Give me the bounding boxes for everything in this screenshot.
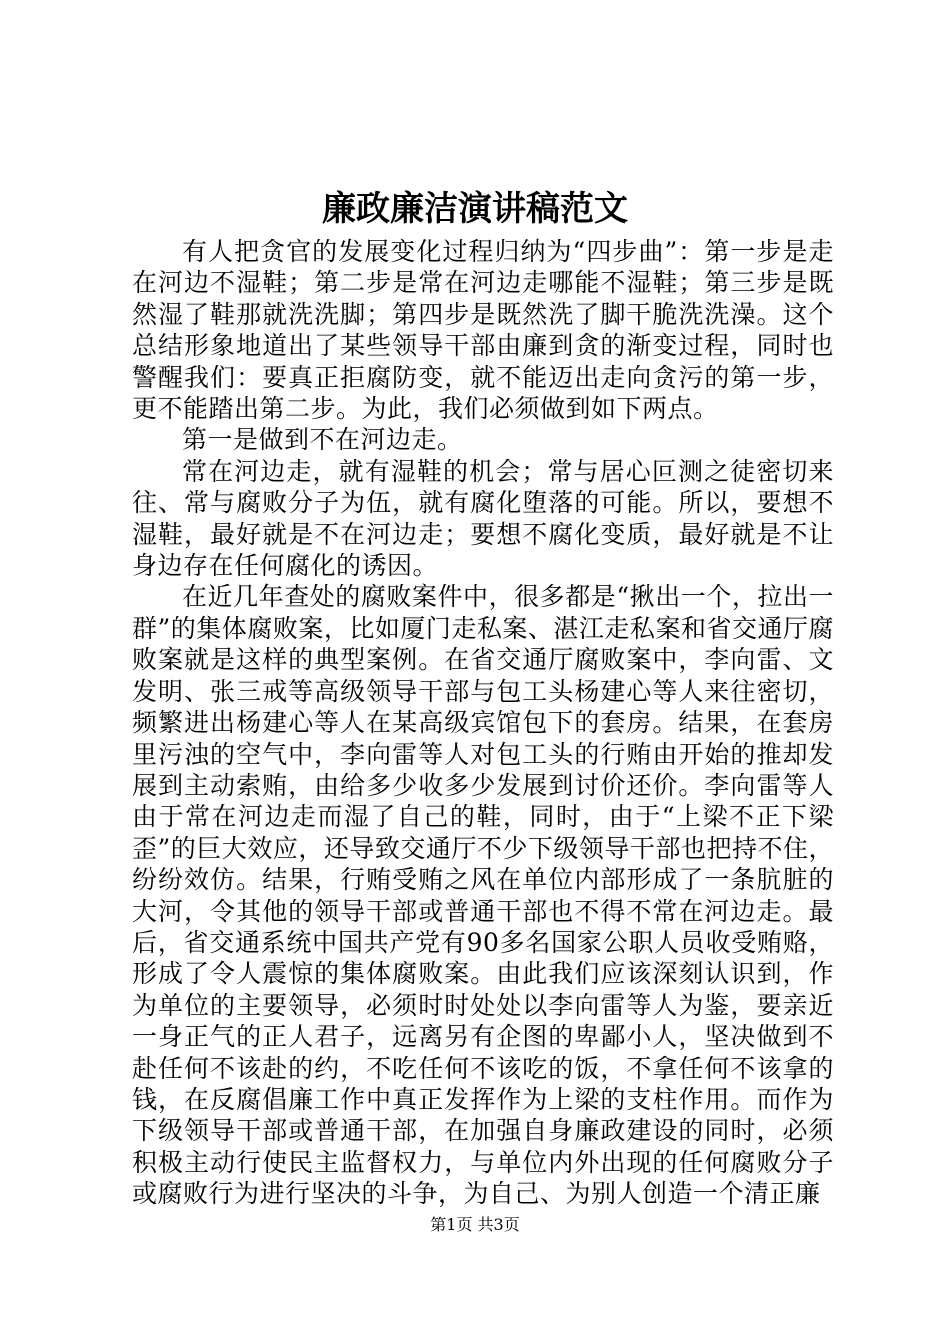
page-number-footer: 第1页 共3页 (430, 1215, 520, 1234)
paragraph-case-study: 在近几年查处的腐败案件中，很多都是“揪出一个，拉出一群”的集体腐败案，比如厦门走私案、湛江走私案和省交通厅腐败案就是这样的典型案例。在省交通厅腐败案中，李向雷、文发明、张三戒等高级领导干部与包工头杨建心等人来往密切，频繁进出杨建心等人在某高级宾馆包下的套房。结果，在套房里污浊的空气中，李向雷等人对包工头的行贿由开始的推却发展到主动索贿，由给多少收多少发展到讨价还价。李向雷等人由于常在河边走而湿了自己的鞋，同时，由于“上梁不正下梁歪”的巨大效应，还导致交通厅不少下级领导干部也把持不住，纷纷效仿。结果，行贿受贿之风在单位内部形成了一条肮脏的大河，令其他的领导干部或普通干部也不得不常在河边走。最后，省交通系统中国共产党有90多名国家公职人员收受贿赂，形成了令人震惊的集体腐败案。由此我们应该深刻认识到，作为单位的主要领导，必须时时处处以李向雷等人为鉴，要亲近一身正气的正人君子，远离另有企图的卑鄙小人，坚决做到不赴任何不该赴的约，不吃任何不该吃的饭，不拿任何不该拿的钱，在反腐倡廉工作中真正发挥作为上梁的支柱作用。而作为下级领导干部或普通干部，在加强自身廉政建设的同时，必须积极主动行使民主监督权力，与单位内外出现的任何腐败分子或腐败行为进行坚决的斗争，为自己、为别人创造一个清正廉 (132, 582, 834, 1209)
document-title: 廉政廉洁演讲稿范文 (322, 189, 628, 229)
paragraph-point-one: 第一是做到不在河边走。 (182, 425, 463, 455)
paragraph-intro: 有人把贪官的发展变化过程归纳为“四步曲”：第一步是走在河边不湿鞋；第二步是常在河边走哪能不湿鞋；第三步是既然湿了鞋那就洗洗脚；第四步是既然洗了脚干脆洗洗澡。这个总结形象地道出了某些领导干部由廉到贪的渐变过程，同时也警醒我们：要真正拒腐防变，就不能迈出走向贪污的第一步，更不能踏出第二步。为此，我们必须做到如下两点。 (132, 237, 834, 424)
paragraph-river-metaphor: 常在河边走，就有湿鞋的机会；常与居心叵测之徒密切来往、常与腐败分子为伍，就有腐化堕落的可能。所以，要想不湿鞋，最好就是不在河边走；要想不腐化变质，最好就是不让身边存在任何腐化的诱因。 (132, 456, 834, 581)
document-body (132, 236, 834, 1210)
